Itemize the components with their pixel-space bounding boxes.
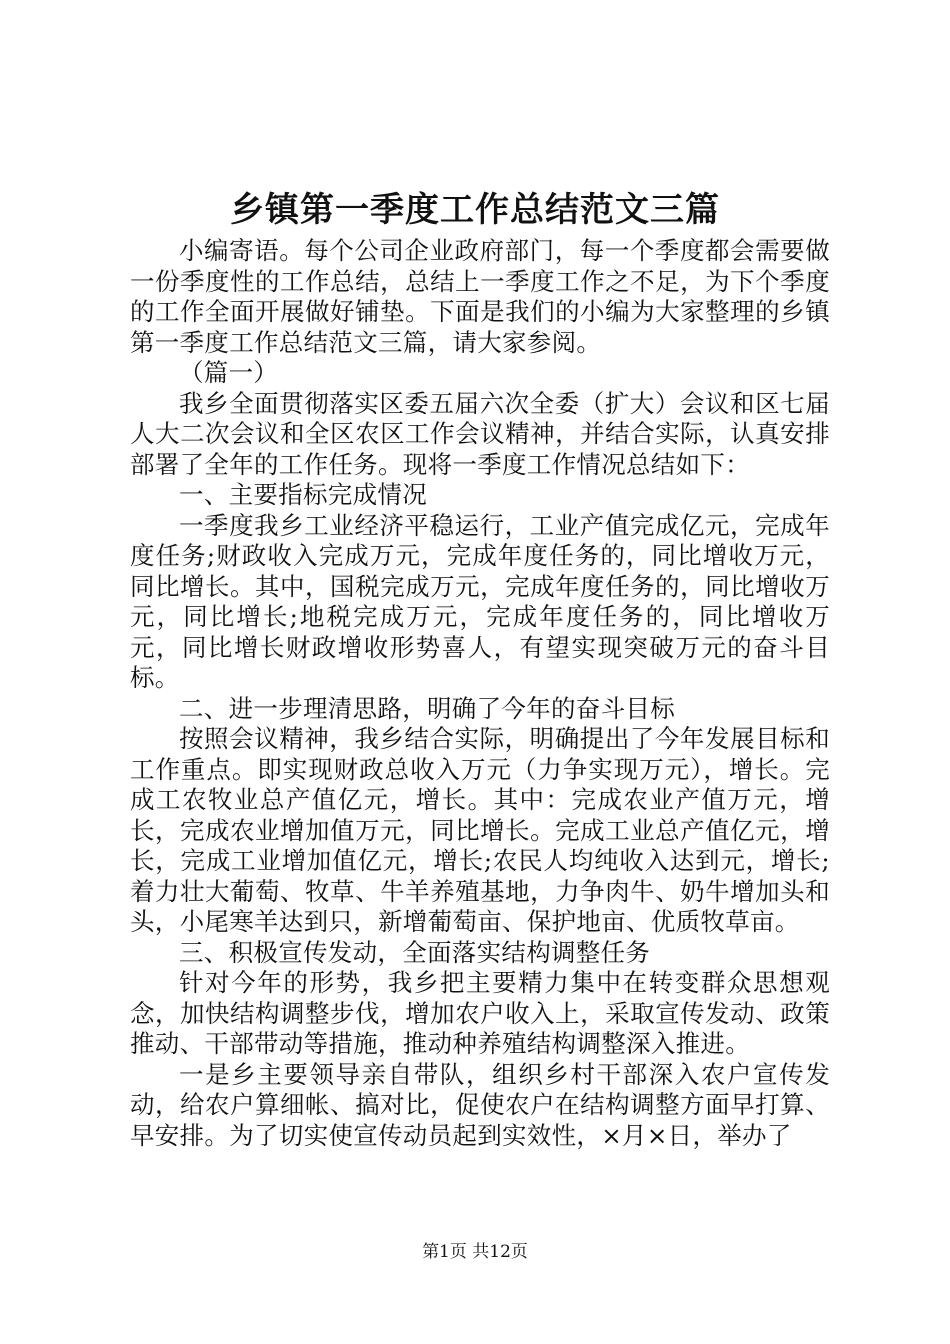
paragraph-indicators: 一季度我乡工业经济平稳运行，工业产值完成亿元，完成年度任务;财政收入完成万元，完成年度任务的，同比增收万元，同比增长。其中，国税完成万元，完成年度任务的，同比增收万元，同比增长;地税完成万元，完成年度任务的，同比增收万元，同比增长财政增收形势喜人，有望实现突破万元的奋斗目标。: [130, 510, 830, 692]
paragraph-intro: 小编寄语。每个公司企业政府部门，每一个季度都会需要做一份季度性的工作总结，总结上一季度工作之不足，为下个季度的工作全面开展做好铺垫。下面是我们的小编为大家整理的乡镇第一季度工作总结范文三篇，请大家参阅。: [130, 236, 830, 357]
page-number-footer: 第1页 共12页: [422, 1242, 528, 1262]
heading-main-indicators: 一、主要指标完成情况: [179, 480, 427, 509]
heading-goals: 二、进一步理清思路，明确了今年的奋斗目标: [179, 693, 675, 723]
paragraph-leadership: 一是乡主要领导亲自带队，组织乡村干部深入农户宣传发动，给农户算细帐、搞对比，促使农户在结构调整方面早打算、早安排。为了切实使宣传动员起到实效性，×月×日，举办了: [130, 1059, 830, 1150]
section-label-part-one: （篇一）: [179, 358, 279, 387]
paragraph-publicity: 针对今年的形势，我乡把主要精力集中在转变群众思想观念，加快结构调整步伐，增加农户收入上，采取宣传发动、政策推动、干部带动等措施，推动种养殖结构调整深入推进。: [130, 968, 830, 1058]
document-body: [130, 236, 830, 1151]
document-title: 乡镇第一季度工作总结范文三篇: [230, 190, 720, 230]
paragraph-overview: 我乡全面贯彻落实区委五届六次全委（扩大）会议和区七届人大二次会议和全区农区工作会议精神，并结合实际，认真安排部署了全年的工作任务。现将一季度工作情况总结如下：: [130, 388, 830, 479]
heading-publicity: 三、积极宣传发动，全面落实结构调整任务: [179, 937, 651, 967]
paragraph-goals: 按照会议精神，我乡结合实际，明确提出了今年发展目标和工作重点。即实现财政总收入万元（力争实现万元），增长。完成工农牧业总产值亿元，增长。其中：完成农业产值万元，增长，完成农业增加值万元，同比增长。完成工业总产值亿元，增长，完成工业增加值亿元，增长;农民人均纯收入达到元，增长;着力壮大葡萄、牧草、牛羊养殖基地，力争肉牛、奶牛增加头和头，小尾寒羊达到只，新增葡萄亩、保护地亩、优质牧草亩。: [130, 724, 830, 936]
